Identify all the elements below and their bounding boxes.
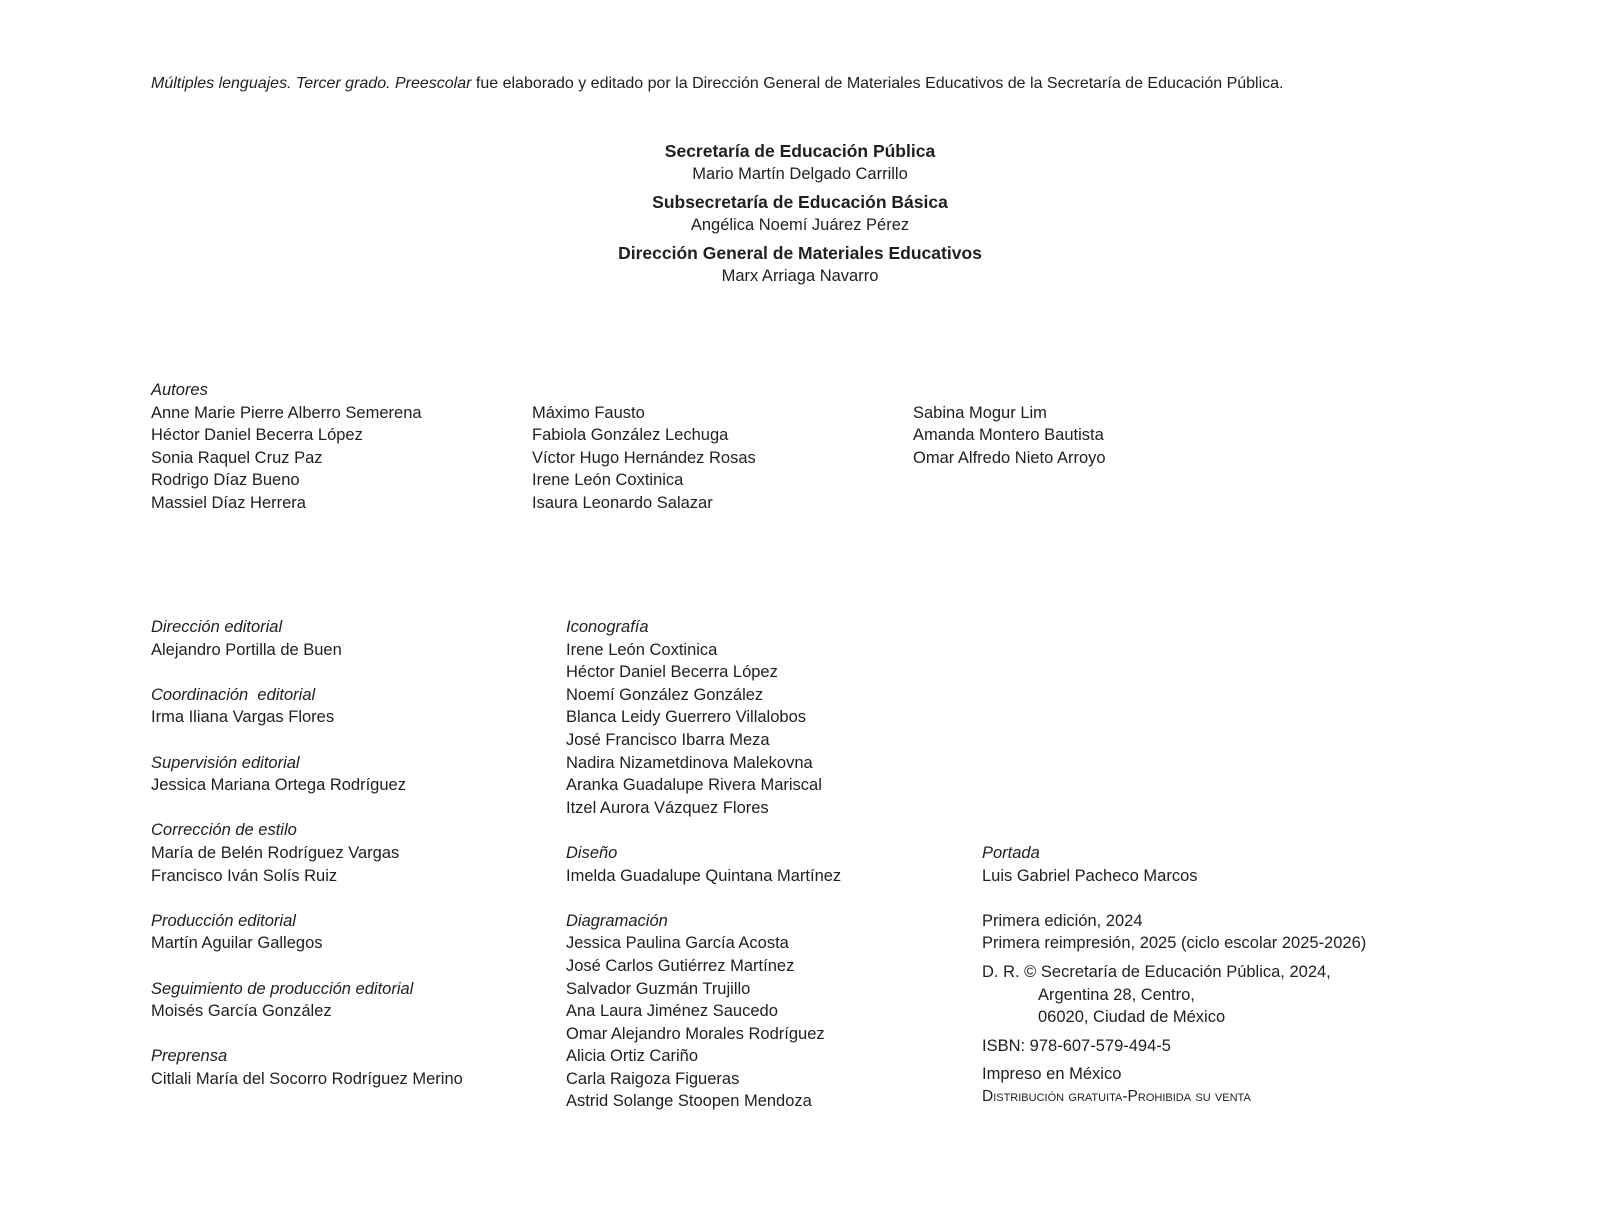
credit-name: Carla Raigoza Figueras xyxy=(566,1069,740,1088)
credit-section xyxy=(151,684,463,729)
credit-section xyxy=(566,616,841,819)
credits-middle xyxy=(566,616,841,1113)
credit-heading: Preprensa xyxy=(151,1047,228,1066)
credit-name: Nadira Nizametdinova Malekovna xyxy=(566,753,813,772)
credit-name: Noemí González González xyxy=(566,685,764,704)
credit-heading: Dirección editorial xyxy=(151,618,283,636)
book-title: Múltiples lenguajes. Tercer grado. Preescolar xyxy=(151,75,472,92)
credits-left xyxy=(151,616,463,1090)
official-person: Marx Arriaga Navarro xyxy=(721,267,879,285)
credit-name: José Francisco Ibarra Meza xyxy=(566,730,770,749)
credit-name: María de Belén Rodríguez Vargas xyxy=(151,843,400,862)
copyright-block xyxy=(982,961,1366,1029)
author-name: Víctor Hugo Hernández Rosas xyxy=(532,448,756,467)
edition-info xyxy=(982,910,1366,955)
credit-heading: Supervisión editorial xyxy=(151,753,300,772)
credit-name: Jessica Mariana Ortega Rodríguez xyxy=(151,776,406,795)
address-line: Argentina 28, Centro, xyxy=(1038,985,1195,1004)
credit-name: Héctor Daniel Becerra López xyxy=(566,663,778,682)
officials-block xyxy=(0,140,1600,293)
credit-name: Omar Alejandro Morales Rodríguez xyxy=(566,1024,825,1043)
credit-name: Blanca Leidy Guerrero Villalobos xyxy=(566,708,806,727)
official-seb xyxy=(0,191,1600,236)
official-org: Secretaría de Educación Pública xyxy=(664,141,936,161)
author-name: Amanda Montero Bautista xyxy=(913,426,1104,445)
copyright-line: D. R. © Secretaría de Educación Pública, 2024, xyxy=(982,962,1331,981)
author-name: Anne Marie Pierre Alberro Semerena xyxy=(151,403,422,422)
intro-statement xyxy=(151,73,1551,96)
credit-section xyxy=(151,978,463,1023)
official-org: Dirección General de Materiales Educativos xyxy=(618,243,982,263)
credit-section xyxy=(566,842,841,887)
author-name: Irene León Coxtinica xyxy=(532,471,684,490)
author-name: Isaura Leonardo Salazar xyxy=(532,493,713,512)
credit-section xyxy=(151,1045,463,1090)
credit-name: Ana Laura Jiménez Saucedo xyxy=(566,1002,778,1021)
author-name: Sonia Raquel Cruz Paz xyxy=(151,448,323,467)
authors-col-3 xyxy=(913,402,1106,470)
credit-heading: Seguimiento de producción editorial xyxy=(151,979,414,998)
official-person: Mario Martín Delgado Carrillo xyxy=(692,165,908,183)
authors-col-2 xyxy=(532,402,756,515)
official-org: Subsecretaría de Educación Básica xyxy=(652,192,948,212)
credit-name: Citlali María del Socorro Rodríguez Merino xyxy=(151,1069,463,1088)
author-name: Fabiola González Lechuga xyxy=(532,426,729,445)
credit-name: Luis Gabriel Pacheco Marcos xyxy=(982,866,1198,885)
credit-name: Itzel Aurora Vázquez Flores xyxy=(566,798,769,817)
credits-right xyxy=(982,842,1366,1109)
credit-name: Alejandro Portilla de Buen xyxy=(151,640,342,659)
credit-name: Francisco Iván Solís Ruiz xyxy=(151,866,338,885)
credit-heading: Corrección de estilo xyxy=(151,821,297,840)
author-name: Héctor Daniel Becerra López xyxy=(151,426,363,445)
credit-section xyxy=(151,910,463,955)
credit-heading: Producción editorial xyxy=(151,911,296,930)
author-name: Massiel Díaz Herrera xyxy=(151,493,306,512)
credit-heading: Diagramación xyxy=(566,911,668,930)
official-person: Angélica Noemí Juárez Pérez xyxy=(690,216,910,234)
author-name: Rodrigo Díaz Bueno xyxy=(151,471,300,490)
authors-heading: Autores xyxy=(151,381,208,399)
authors-col-1 xyxy=(151,379,422,515)
credit-section xyxy=(151,616,463,661)
credit-name: Jessica Paulina García Acosta xyxy=(566,934,789,953)
credit-name: José Carlos Gutiérrez Martínez xyxy=(566,956,795,975)
address-line: 06020, Ciudad de México xyxy=(1038,1008,1226,1027)
credit-heading: Iconografía xyxy=(566,618,649,636)
author-name: Máximo Fausto xyxy=(532,403,645,422)
credit-heading: Coordinación editorial xyxy=(151,685,316,704)
credit-name: Moisés García González xyxy=(151,1002,332,1021)
credit-name: Aranka Guadalupe Rivera Mariscal xyxy=(566,776,822,795)
reprint-line: Primera reimpresión, 2025 (ciclo escolar 2025-2026) xyxy=(982,934,1367,953)
official-sep xyxy=(0,140,1600,185)
credit-name: Martín Aguilar Gallegos xyxy=(151,934,323,953)
credit-name: Irma Iliana Vargas Flores xyxy=(151,708,335,727)
isbn: ISBN: 978-607-579-494-5 xyxy=(982,1036,1171,1055)
credit-section xyxy=(566,910,841,1113)
credit-heading: Diseño xyxy=(566,843,618,862)
intro-text: fue elaborado y editado por la Dirección General de Materiales Educativos de la Secretaría de Educación Pública. xyxy=(471,75,1284,92)
credit-name: Imelda Guadalupe Quintana Martínez xyxy=(566,866,842,885)
credit-name: Astrid Solange Stoopen Mendoza xyxy=(566,1092,812,1111)
credit-section xyxy=(982,842,1366,887)
credit-name: Alicia Ortiz Cariño xyxy=(566,1047,699,1066)
author-name: Sabina Mogur Lim xyxy=(913,403,1047,422)
author-name: Omar Alfredo Nieto Arroyo xyxy=(913,448,1106,467)
credit-heading: Portada xyxy=(982,844,1040,862)
edition-line: Primera edición, 2024 xyxy=(982,911,1143,930)
distribution-notice: Distribución gratuita-Prohibida su venta xyxy=(982,1087,1251,1105)
credit-name: Salvador Guzmán Trujillo xyxy=(566,979,751,998)
credit-section xyxy=(151,752,463,797)
credit-name: Irene León Coxtinica xyxy=(566,640,718,659)
credit-section xyxy=(151,819,463,887)
official-dgme xyxy=(0,242,1600,287)
printed-in: Impreso en México xyxy=(982,1065,1122,1084)
